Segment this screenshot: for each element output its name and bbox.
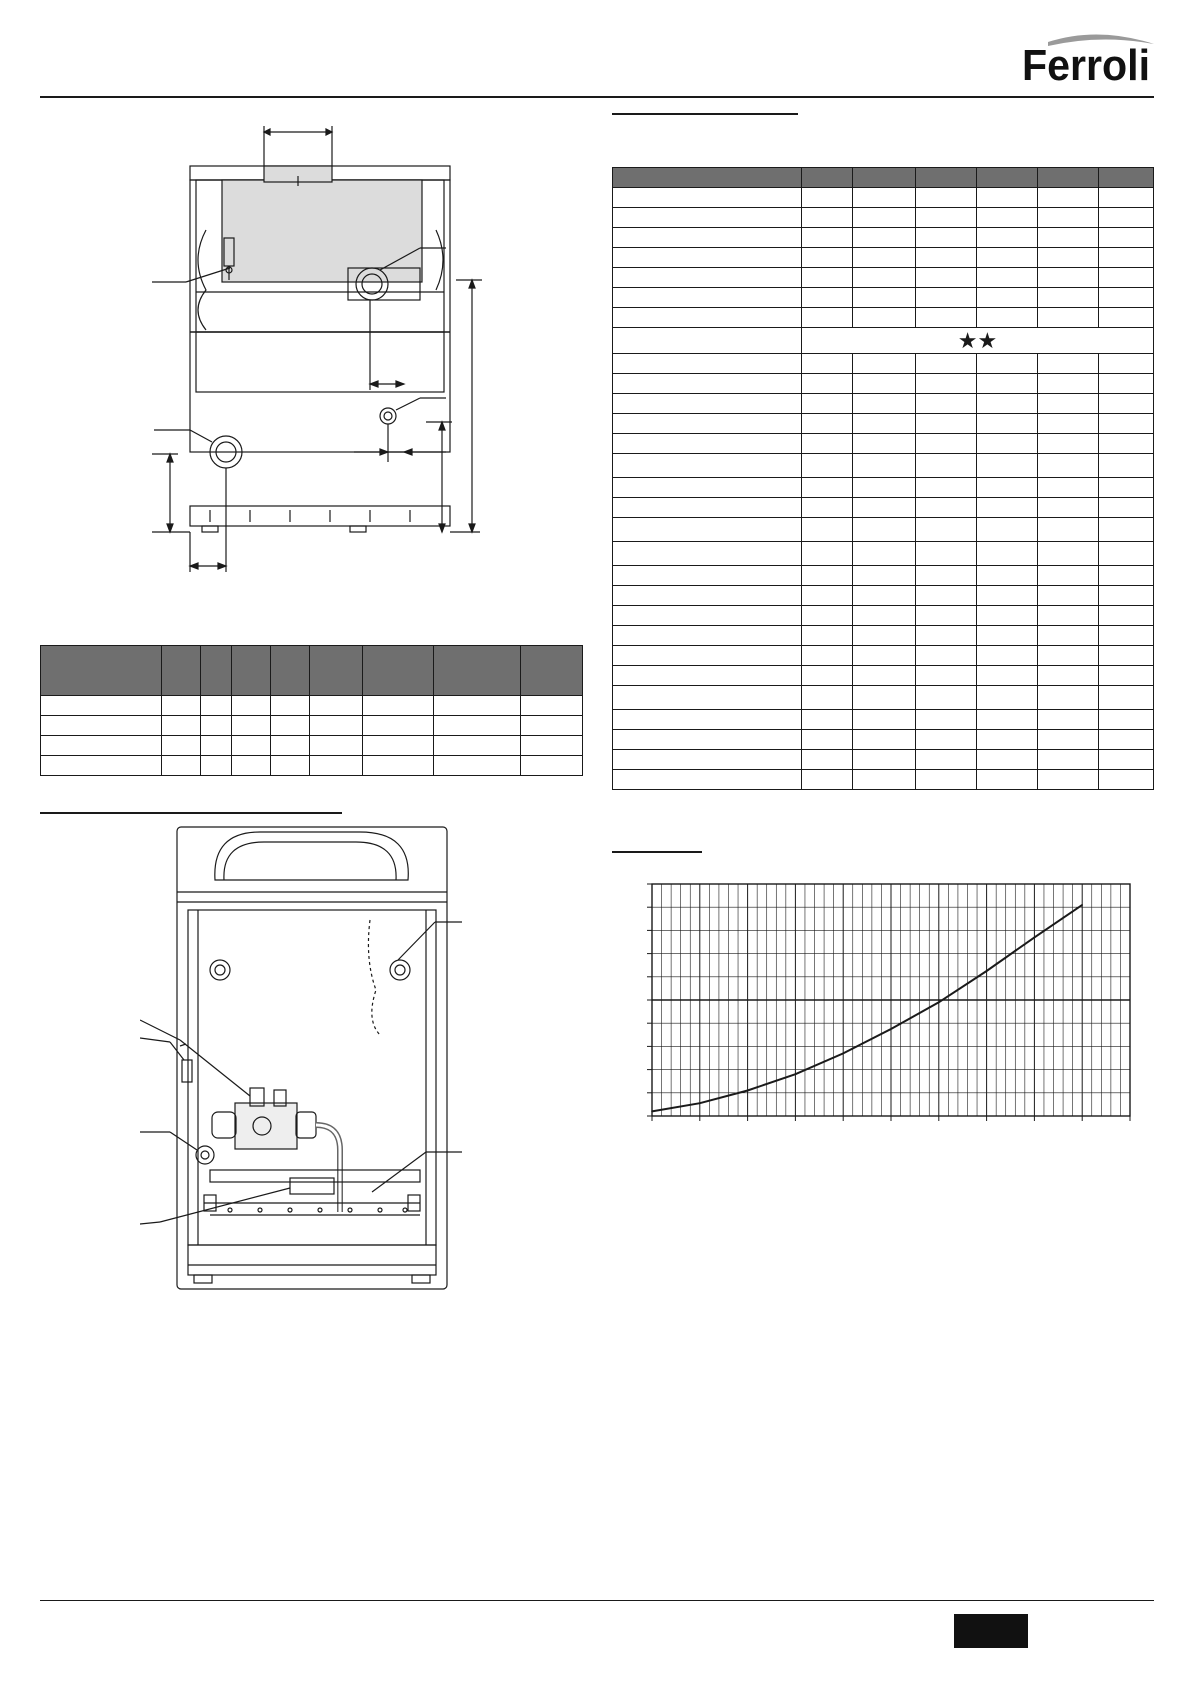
table-row xyxy=(613,626,1154,646)
table-row xyxy=(613,606,1154,626)
table-row xyxy=(613,710,1154,730)
dim-header-cell xyxy=(310,646,363,696)
tech-data-table xyxy=(612,167,1154,790)
table-row xyxy=(41,696,583,716)
front-dimension-drawing xyxy=(150,120,500,580)
table-row xyxy=(613,268,1154,288)
table-row xyxy=(613,586,1154,606)
chart-data-point xyxy=(890,1028,892,1030)
table-row xyxy=(41,736,583,756)
dim-header-cell xyxy=(521,646,583,696)
tech-header-cell xyxy=(802,168,853,188)
dim-header-cell xyxy=(434,646,521,696)
chart-data-point xyxy=(699,1102,701,1104)
dim-header-cell xyxy=(271,646,310,696)
section-rule-right-top xyxy=(612,113,798,115)
section-rule-right-chart xyxy=(612,851,702,853)
table-row xyxy=(613,188,1154,208)
tech-header-cell xyxy=(916,168,977,188)
table-row xyxy=(613,518,1154,542)
chart-data-point xyxy=(986,970,988,972)
section-rule-left-middle xyxy=(40,812,342,814)
dimension-table xyxy=(40,645,583,776)
table-row xyxy=(613,228,1154,248)
table-row xyxy=(613,354,1154,374)
chart-data-point xyxy=(938,1002,940,1004)
brand-logo xyxy=(1018,24,1158,88)
brand-name: Ferroli xyxy=(1022,41,1150,88)
table-row xyxy=(613,288,1154,308)
tech-header-cell xyxy=(977,168,1038,188)
table-row xyxy=(613,498,1154,518)
table-row xyxy=(41,756,583,776)
table-row xyxy=(613,434,1154,454)
chart-data-point xyxy=(1081,904,1083,906)
table-row xyxy=(613,374,1154,394)
chart-data-point xyxy=(795,1073,797,1075)
dim-header-cell xyxy=(232,646,271,696)
chart-data-point xyxy=(842,1053,844,1055)
table-row xyxy=(613,414,1154,434)
table-row xyxy=(613,770,1154,790)
tech-header-cell xyxy=(613,168,802,188)
table-row xyxy=(613,666,1154,686)
component-layout-drawing xyxy=(140,820,500,1295)
table-row xyxy=(613,328,1154,354)
chart-data-point xyxy=(1034,937,1036,939)
header-rule xyxy=(40,96,1154,98)
tech-header-cell xyxy=(853,168,916,188)
table-row xyxy=(613,248,1154,268)
chart-data-point xyxy=(747,1090,749,1092)
pressure-loss-chart xyxy=(640,880,1150,1130)
page-number-box xyxy=(954,1614,1028,1648)
tech-header-cell xyxy=(1038,168,1099,188)
table-row xyxy=(613,566,1154,586)
dim-header-cell xyxy=(162,646,201,696)
table-row xyxy=(613,686,1154,710)
tech-header-cell xyxy=(1099,168,1154,188)
table-row xyxy=(613,646,1154,666)
table-row xyxy=(613,750,1154,770)
table-row xyxy=(613,730,1154,750)
dim-header-cell xyxy=(201,646,232,696)
table-row xyxy=(613,394,1154,414)
table-row xyxy=(41,716,583,736)
chart-data-point xyxy=(651,1111,653,1113)
efficiency-star-rating: ★★ xyxy=(802,328,1154,354)
footer-rule xyxy=(40,1600,1154,1601)
dim-header-cell xyxy=(41,646,162,696)
chart-series-line-0 xyxy=(652,905,1082,1112)
table-row xyxy=(613,478,1154,498)
table-row xyxy=(613,208,1154,228)
table-row xyxy=(613,542,1154,566)
table-row xyxy=(613,308,1154,328)
table-row xyxy=(613,454,1154,478)
dim-header-cell xyxy=(363,646,434,696)
